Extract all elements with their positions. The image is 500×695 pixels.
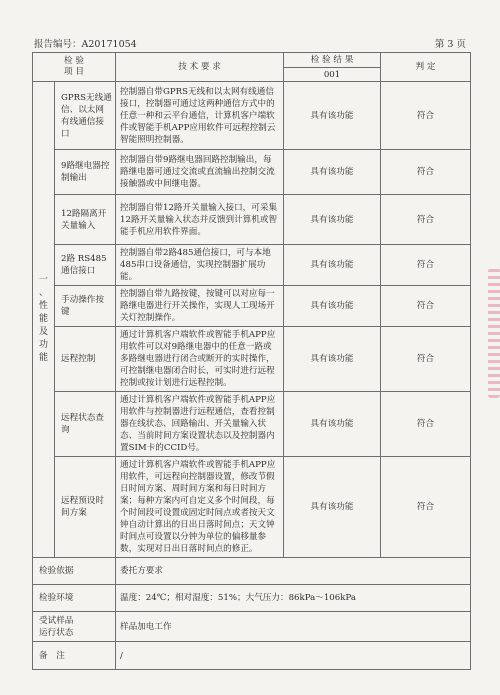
judgement-value: 符合 — [381, 327, 471, 392]
page-number: 第 3 页 — [434, 39, 466, 50]
col-header-judgement: 判 定 — [381, 53, 471, 82]
category-char: 、 — [38, 288, 48, 298]
category-char: 能 — [38, 314, 48, 324]
judgement-value: 符合 — [381, 392, 471, 457]
judgement-value: 符合 — [381, 195, 471, 245]
table-row — [33, 286, 471, 327]
result-value: 具有该功能 — [284, 286, 381, 327]
result-value: 具有该功能 — [284, 82, 381, 150]
sample-state-label: 受试样品 运行状态 — [33, 612, 116, 642]
judgement-value: 符合 — [381, 457, 471, 558]
item-name: 手动操作按键 — [55, 286, 116, 327]
environment-label: 检验环境 — [33, 585, 116, 612]
requirement-text: 控制器自带GPRS无线和以太网有线通信接口，控制器可通过这两种通信方式中的任意一种和云平台通信，计算机客户端软件或智能手机APP应用软件可远程控制云智能照明控制器。 — [116, 82, 284, 150]
table-row — [33, 82, 471, 150]
item-name: 远程状态查询 — [55, 392, 116, 457]
category-char: 功 — [38, 340, 48, 350]
table-row — [33, 327, 471, 392]
table-row — [33, 245, 471, 286]
inspection-table-body — [33, 53, 471, 670]
category-char: 及 — [38, 327, 48, 337]
result-value: 具有该功能 — [284, 392, 381, 457]
remarks-label: 备 注 — [33, 642, 116, 670]
basis-row — [33, 558, 471, 585]
environment-value: 温度：24℃；相对湿度：51%；大气压力：86kPa～106kPa — [116, 585, 471, 612]
environment-row — [33, 585, 471, 612]
result-value: 具有该功能 — [284, 457, 381, 558]
requirement-text: 控制器自带九路按键，按键可以对应每一路继电器进行开关操作，实现人工现场开关灯控制操作。 — [116, 286, 284, 327]
item-name: 远程预设时间方案 — [55, 457, 116, 558]
requirement-text: 通过计算机客户端软件或智能手机APP应用软件与控制器进行远程通信，查看控制器在线状态、回路输出、开关量输入状态、当前时间方案设置状态以及控制器内置SIM卡的CCID号。 — [116, 392, 284, 457]
result-value: 具有该功能 — [284, 195, 381, 245]
category-cell — [33, 82, 55, 558]
table-row — [33, 457, 471, 558]
table-row — [33, 150, 471, 195]
item-name: 2路 RS485通信接口 — [55, 245, 116, 286]
basis-value: 委托方要求 — [116, 558, 471, 585]
result-value: 具有该功能 — [284, 150, 381, 195]
basis-label: 检验依据 — [33, 558, 116, 585]
sample-state-row — [33, 612, 471, 642]
seal-stamp-edge — [488, 268, 500, 398]
item-name: 远程控制 — [55, 327, 116, 392]
report-number: 报告编号：A20171054 — [34, 39, 137, 50]
judgement-value: 符合 — [381, 82, 471, 150]
result-value: 具有该功能 — [284, 245, 381, 286]
item-name: 12路隔离开关量输入 — [55, 195, 116, 245]
requirement-text: 控制器自带2路485通信接口，可与本地485串口设备通信，实现控制器扩展功能。 — [116, 245, 284, 286]
sample-state-value: 样品加电工作 — [116, 612, 471, 642]
category-char: 性 — [38, 301, 48, 311]
col-header-requirement: 技 术 要 求 — [116, 53, 284, 82]
requirement-text: 控制器自带9路继电器回路控制输出，每路继电器可通过交流或直流输出控制交流接触器或中间继电器。 — [116, 150, 284, 195]
item-name: GPRS无线通信、以太网有线通信接口 — [55, 82, 116, 150]
col-header-item: 检 验 项 目 — [33, 53, 116, 82]
requirement-text: 控制器自带12路开关量输入接口，可采集12路开关量输入状态并反馈到计算机或智能手机应用软件界面。 — [116, 195, 284, 245]
table-row — [33, 392, 471, 457]
judgement-value: 符合 — [381, 286, 471, 327]
inspection-table — [32, 52, 471, 670]
requirement-text: 通过计算机客户端软件或智能手机APP应用软件可以对9路继电器中的任意一路或多路继电器进行闭合或断开的实时操作，可控制继电器闭合时长，可实时进行远程控制或按计划进行远程控制。 — [116, 327, 284, 392]
category-char: 能 — [38, 353, 48, 363]
table-row — [33, 195, 471, 245]
category-char: 一 — [38, 275, 48, 285]
item-name: 9路继电器控制输出 — [55, 150, 116, 195]
remarks-row — [33, 642, 471, 670]
requirement-text: 通过计算机客户端软件或智能手机APP应用软件，可远程向控制器设置，修改节假日时间方案、周时间方案和每日时间方案；每种方案内可自定义多个时间段，每个时间段可设置成固定时间点或者按天文钟自动计算出的日出日落时间点；天文钟时间点可设置以分钟为单位的偏移量参数，实现对日出日落时间点的修正。 — [116, 457, 284, 558]
col-header-sample-no: 001 — [284, 68, 381, 82]
result-value: 具有该功能 — [284, 327, 381, 392]
judgement-value: 符合 — [381, 245, 471, 286]
header-row-top — [33, 53, 471, 68]
remarks-value: / — [116, 642, 471, 670]
col-header-result: 检 验 结 果 — [284, 53, 381, 68]
judgement-value: 符合 — [381, 150, 471, 195]
